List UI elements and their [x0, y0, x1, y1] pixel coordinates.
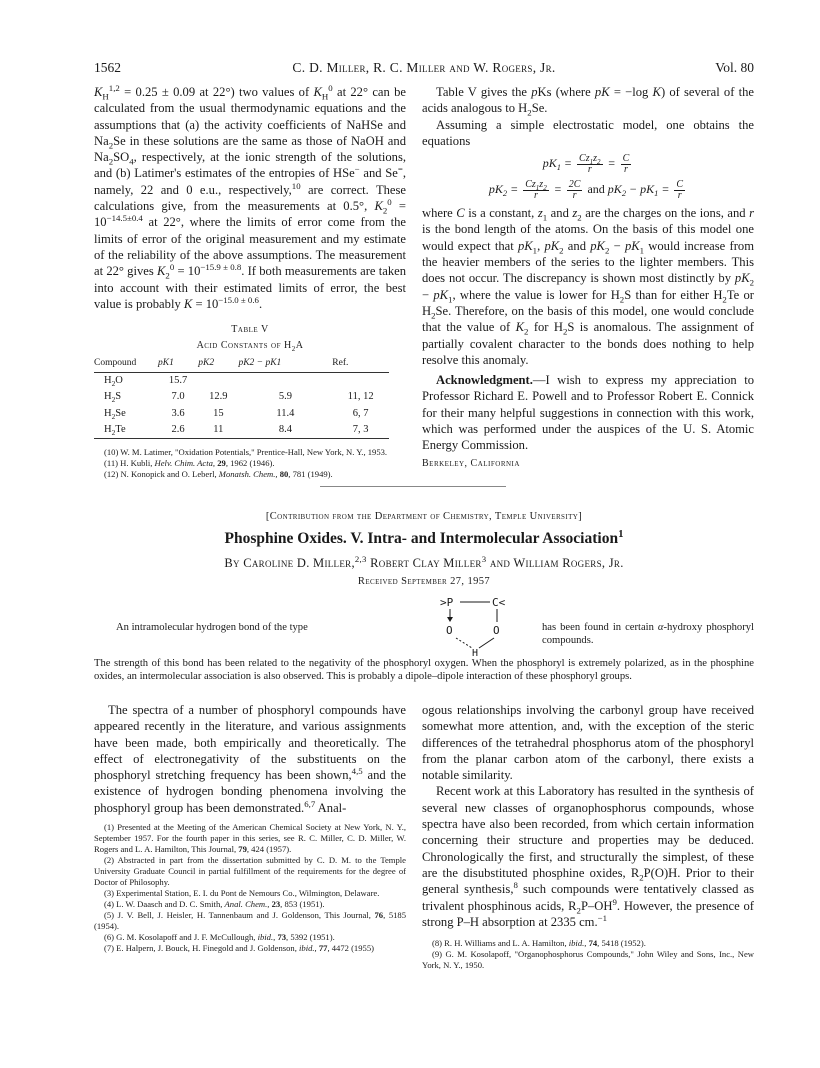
pk2-cell: 11: [213, 423, 224, 435]
pk2-cell: 15: [213, 407, 224, 419]
footnote: (7) E. Halpern, J. Bouck, H. Finegold and J. Goldenson, ibid., 77, 4472 (1955): [104, 943, 374, 954]
paragraph: $K_H^{1,2} = 0.25 \pm 0.09$ at 22°) two values of $K_H^0$ at 22° can be calculated from the usual thermodynamic equations and the assumptions that (a) the activity coefficients of NaHSe and $Na_2Se$ in these solutions are the same as those of NaOH and $Na_2SO_4$, respectively, at the ionic strength of the solutions, and (b) Latimer's estimates of the entropies of HSe− and Se=, namely, 22 and 0 e.u., respectively,$^{10}$ are correct. These calculations give, from the measurements at 0.5°, $K_2^0 = 10^{-14.5\pm 0.4}$ at 22°, where the limits of error come from the limits of error of the original measurement and my estimate of the reliability of the above assumptions. The measurement at 22° gives $K_2^0 = 10^{-15.9 \pm 0.8}$. If both measurements are taken into account with their estimated limits of error, the best value is probably $K = 10^{-15.0 \pm 0.6}$.: [94, 82, 407, 311]
contribution-line: [Contribution from the Department of Chemistry, Temple University]: [265, 511, 583, 522]
abstract-lead: An intramolecular hydrogen bond of the type: [116, 622, 308, 633]
footnote: (3) Experimental Station, E. I. du Pont de Nemours Co., Wilmington, Delaware.: [104, 888, 380, 899]
header-pk2: pK2: [198, 355, 238, 373]
abstract-tail: has been found in certain α-hydroxy phosphoryl compounds.: [542, 622, 754, 646]
section-divider: [320, 486, 506, 487]
paragraph: Recent work at this Laboratory has resulted in the synthesis of several new classes of organophosphorus compounds, whose spectra have also been recorded, from which certain information concerning their structure and properties may be deduced. Chronologically the first, and structurally the simplest, of these are the disubstituted phosphine oxides, $R_2P(O)H$. Prior to their general synthesis,$^8$ such compounds were tentatively classed as trivalent phosphinous acids, $R_2P-OH^9$. However, the presence of strong P–H absorption at 2335 cm.$^{-1}$: [422, 784, 754, 929]
page-number: 1562: [94, 60, 121, 75]
svg-text:C<: C<: [492, 596, 506, 609]
footnote: (5) J. V. Bell, J. Heisler, H. Tannenbaum and J. Goldenson, This Journal, 76, 5185 (1954).: [94, 910, 407, 932]
received-date: Received September 27, 1957: [357, 576, 491, 587]
compound-cell: $H_2Te$: [104, 423, 126, 438]
footnote: (1) Presented at the Meeting of the American Chemical Society at New York, N. Y., September 1957. For the fourth paper in this series, see R. C. Miller, C. D. Miller, W. Rogers and L. A. Hamilton, This Journal, 79, 424 (1957).: [94, 822, 406, 855]
body-left-footnotes: [94, 822, 406, 954]
table-label: Table V: [231, 324, 269, 336]
footnote: (9) G. M. Kosolapoff, "Organophosphorus Compounds," John Wiley and Sons, Inc., New York, N. Y., 1950.: [422, 949, 754, 971]
left-column-upper: [94, 84, 406, 480]
structure-diagram: [434, 594, 530, 656]
article-title: Phosphine Oxides. V. Intra- and Intermolecular Association$^1$: [224, 527, 624, 547]
table-header-row: [94, 355, 389, 373]
footnote: (11) H. Kubli, Helv. Chim. Acta, 29, 1962 (1946).: [104, 458, 275, 469]
abstract-structure-line: [94, 594, 754, 658]
diff-cell: 11.4: [276, 407, 295, 419]
header-diff: pK2 − pK1: [238, 355, 332, 373]
pk1-cell: 3.6: [171, 407, 185, 419]
ref-cell: 6, 7: [352, 407, 369, 419]
svg-text:O: O: [446, 624, 453, 637]
running-header: [94, 60, 754, 80]
article-authors: By Caroline D. Miller,$^{2,3}$ Robert Clay Miller$^3$ and William Rogers, Jr.: [224, 553, 624, 570]
diff-cell: 5.9: [278, 391, 292, 403]
footnote: (4) L. W. Daasch and D. C. Smith, Anal. Chem., 23, 853 (1951).: [104, 899, 325, 910]
ref-cell: 7, 3: [352, 423, 369, 435]
svg-text:H: H: [472, 648, 479, 656]
pk1-cell: 2.6: [171, 423, 185, 435]
paragraph: ogous relationships involving the carbonyl group have received somewhat more attention, and, with the exception of the steric differences of the tetrahedral phosphorus atom of the phosphoryl from the planar carbon atom of the carbonyl, there exists a notable similarity.: [422, 703, 754, 783]
table-v: [94, 322, 406, 439]
equation-pk2: $pK_2 = \frac{Cz_1z_2}{r} = \frac{2C}{r}$ and $pK_2 - pK_1 = \frac{C}{r}$: [488, 179, 684, 202]
table-row: [94, 373, 389, 390]
svg-text:O: O: [493, 624, 500, 637]
acknowledgment: [422, 372, 754, 453]
footnote: (10) W. M. Latimer, "Oxidation Potentials," Prentice-Hall, New York, N. Y., 1953.: [104, 447, 388, 458]
running-authors: C. D. Miller, R. C. Miller and W. Rogers, Jr.: [292, 60, 556, 75]
table-row: [94, 406, 389, 422]
body-right-column: [422, 702, 754, 971]
compound-cell: $H_2O$: [104, 375, 123, 389]
paragraph: Table V gives the pKs (where pK = −log K) of several of the acids analogous to $H_2Se$.: [422, 85, 754, 118]
volume-number: Vol. 80: [715, 60, 754, 75]
pk2-cell: 12.9: [209, 391, 228, 403]
abstract-text: The strength of this bond has been related to the negativity of the phosphoryl oxygen. When the phosphoryl is extremely polarized, as in the phosphine oxides, an intermolecular association is also observed. This is probably a dipole–dipole interaction of these phosphoryl groups.: [94, 658, 754, 682]
table-title: Acid Constants of $H_2A$: [196, 340, 304, 354]
body-left-column: [94, 702, 406, 954]
left-footnotes: [94, 447, 406, 480]
ack-heading: Acknowledgment.: [436, 373, 533, 388]
compound-cell: $H_2Se$: [104, 407, 126, 421]
pk1-cell: 7.0: [171, 391, 185, 403]
header-pk1: pK1: [158, 355, 198, 373]
equation-pk1: $pK_1 = \frac{Cz_1z_2}{r} = \frac{C}{r}$: [542, 153, 630, 176]
paragraph: The spectra of a number of phosphoryl compounds have appeared recently in the literature, and various assignments have been made, both empirically and theoretically. The effect of electronegativity of the substituents on the phosphoryl stretching frequency has been shown,$^{4,5}$ and the existence of hydrogen bonding phenomena involving the phosphoryl group has been demonstrated.$^{6,7}$ Anal-: [94, 703, 406, 815]
body-right-footnotes: [422, 938, 754, 971]
compound-cell: $H_2S$: [104, 391, 122, 405]
table-row: [94, 389, 389, 405]
footnote: (6) G. M. Kosolapoff and J. F. McCullough, ibid., 73, 5392 (1951).: [104, 932, 335, 943]
header-ref: Ref.: [332, 355, 389, 373]
header-compound: Compound: [94, 355, 158, 373]
pk2-cell: [198, 373, 238, 390]
svg-text:>P: >P: [440, 596, 454, 609]
paragraph: Assuming a simple electrostatic model, one obtains the equations: [422, 117, 754, 148]
footnote: (12) N. Konopick and O. Leberl, Monatsh. Chem., 80, 781 (1949).: [104, 469, 333, 480]
table-row: [94, 422, 389, 439]
paragraph: where C is a constant, $z_1$ and $z_2$ are the charges on the ions, and r is the bond length of the atoms. On the basis of this model one would expect that $pK_1$, $pK_2$ and $pK_2 - pK_1$ would increase from the heavier members of the series to the lighter members. This does not occur. The discrepancy is shown most distinctly by $pK_2 - pK_1$, where the value is lower for $H_2S$ than for either $H_2Te$ or $H_2Se$. Therefore, on the basis of this model, one would conclude that the value of $K_2$ for $H_2S$ is anomalous. The assignment of partially covalent character to the bonds does nothing to help resolve this anomaly.: [422, 206, 755, 367]
diff-cell: 8.4: [278, 423, 292, 435]
acid-constants-table: [94, 355, 389, 439]
footnote: (8) R. H. Williams and L. A. Hamilton, ibid., 74, 5418 (1952).: [432, 938, 646, 949]
ack-text: —I wish to express my appreciation to Professor Richard E. Powell and to Professor Robert E. Connick for their many helpful suggestions in connection with this work, which was performed under the auspices of the U. S. Atomic Energy Commission.: [422, 373, 754, 453]
pk1-cell: 15.7: [168, 375, 188, 387]
footnote: (2) Abstracted in part from the dissertation submitted by C. D. M. to the Temple University Graduate Council in partial fulfillment of the requirements for the degree of Doctor of Philosophy.: [94, 855, 406, 888]
ref-cell: [332, 373, 389, 390]
affiliation-place: Berkeley, California: [422, 457, 520, 469]
ref-cell: 11, 12: [347, 391, 374, 403]
diff-cell: [238, 373, 332, 390]
right-column-upper: [422, 84, 754, 472]
hydrogen-bond-structure: [434, 594, 530, 660]
